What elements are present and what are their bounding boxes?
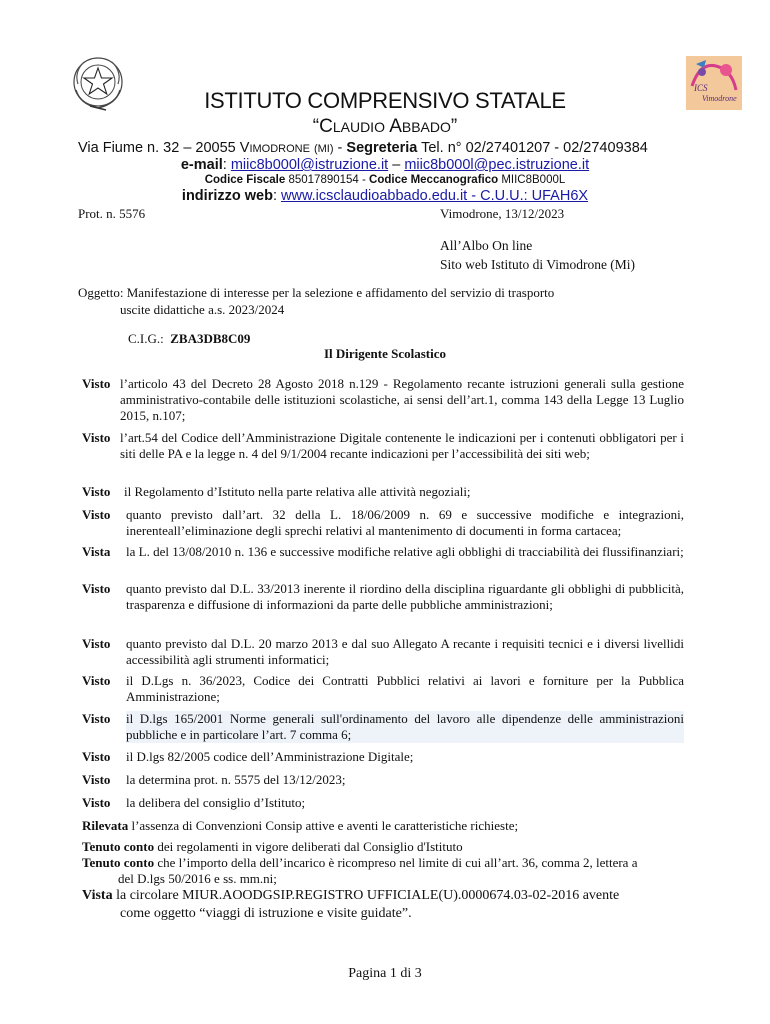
visto-item <box>82 795 684 811</box>
document-date: Vimodrone, 13/12/2023 <box>440 206 565 221</box>
item-keyword: Visto <box>82 749 111 764</box>
visto-item <box>82 636 684 667</box>
logo-text-ics: ICS <box>694 83 708 93</box>
cf-label: Codice Fiscale <box>204 174 286 186</box>
web-colon: : <box>272 188 282 204</box>
cm-value: MIIC8B000L <box>498 174 566 186</box>
tenuto-conto-text: dei regolamenti in vigore deliberati dal Consiglio d'Istituto <box>154 839 463 854</box>
school-subtitle <box>0 116 770 138</box>
vista-text: la circolare <box>112 888 183 903</box>
rilevata-paragraph <box>82 818 697 834</box>
visto-item <box>82 484 684 500</box>
item-keyword: Visto <box>82 711 111 726</box>
tenuto-conto-paragraph-2 <box>82 855 712 887</box>
item-text: quanto previsto dal D.L. 33/2013 inerente il riordino della disciplina riguardante gli obblighi di pubblicità, trasparenza e diffusione di informazioni da parte delle pubbliche amministrazioni; <box>126 581 684 612</box>
item-keyword: Visto <box>82 430 111 445</box>
tenuto-conto-keyword: Tenuto conto <box>82 839 155 854</box>
web-label: indirizzo web <box>181 188 273 204</box>
subtitle-close-quote: ” <box>450 116 458 137</box>
visto-item <box>82 430 684 461</box>
segreteria-label: Segreteria <box>346 140 418 156</box>
item-keyword: Visto <box>82 772 111 787</box>
visto-item <box>82 376 684 423</box>
subtitle-bbado: BBADO <box>401 119 451 135</box>
item-text: l’art.54 del Codice dell’Amministrazione Digitale contenente le indicazioni per i contenuti obbligatori per i siti delle PA e la legge n. 4 del 9/1/2004 recante indicazioni per l’accessibilità dei siti web; <box>120 430 684 461</box>
item-keyword: Visto <box>82 507 111 522</box>
fiscal-code-line <box>0 174 770 186</box>
recipients <box>440 236 635 274</box>
cf-value: 85017890154 - <box>285 174 370 186</box>
vista-keyword: Vista <box>82 888 113 903</box>
vista-continuation: come oggetto “viaggi di istruzione e visite guidate”. <box>120 906 412 921</box>
vista-circolare-paragraph <box>82 887 697 923</box>
page-number: Pagina 1 di 3 <box>348 966 422 981</box>
address-tel: Tel. n° 02/27401207 - 02/27409384 <box>417 140 648 156</box>
tenuto-conto-paragraph-1 <box>82 839 697 855</box>
item-keyword: Visto <box>82 636 111 651</box>
web-line <box>0 188 770 204</box>
email-link-1[interactable]: miic8b000l@istruzione.it <box>230 157 389 173</box>
protocol-number: Prot. n. 5576 <box>78 206 146 221</box>
school-title: ISTITUTO COMPRENSIVO STATALE <box>204 88 566 113</box>
vista-text-2: avente <box>579 888 620 903</box>
subject <box>78 284 554 318</box>
visto-item <box>82 673 684 704</box>
cm-label: Codice Meccanografico <box>369 174 499 186</box>
cig-value: ZBA3DB8C09 <box>170 331 251 346</box>
item-keyword: Visto <box>82 673 111 688</box>
visto-item <box>82 711 684 742</box>
address-prov: (MI) <box>313 143 334 155</box>
subject-line-1: Manifestazione di interesse per la selezione e affidamento del servizio di trasporto <box>123 285 555 300</box>
address-sep: - <box>333 140 347 156</box>
visto-item <box>82 581 684 612</box>
email-label: e-mail <box>180 157 223 173</box>
visto-item <box>82 749 684 765</box>
tenuto-conto-continuation: del D.lgs 50/2016 e ss. mm.ni; <box>118 871 277 886</box>
email-link-pec[interactable]: miic8b000l@pec.istruzione.it <box>404 157 590 173</box>
visto-item <box>82 772 684 788</box>
address-pre: Via Fiume n. 32 – 20055 V <box>78 140 250 156</box>
item-text: quanto previsto dall’art. 32 della L. 18/06/2009 n. 69 e successive modifiche e integrazioni, inerenteall’eliminazione degli sprechi relativi al mantenimento di documenti in forma cartacea; <box>126 507 684 538</box>
subtitle-c: C <box>319 116 333 137</box>
visto-item <box>82 507 684 538</box>
item-text: il D.lgs 165/2001 Norme generali sull'ordinamento del lavoro alle dipendenze delle amministrazioni pubbliche e in particolare l’art. 7 comma 6; <box>126 711 684 742</box>
item-keyword: Visto <box>82 484 111 499</box>
website-link[interactable]: www.icsclaudioabbado.edu.it - C.U.U.: UFAH6X <box>281 188 589 204</box>
item-text: la delibera del consiglio d’Istituto; <box>126 795 306 810</box>
item-keyword: Visto <box>82 376 111 391</box>
email-colon: : <box>222 157 231 173</box>
subtitle-open-quote: “ <box>312 116 320 137</box>
recipient-website: Sito web Istituto di Vimodrone (Mi) <box>440 257 636 272</box>
subject-line-2: uscite didattiche a.s. 2023/2024 <box>120 302 285 317</box>
cig-code <box>128 331 250 347</box>
email-line <box>0 157 770 173</box>
recipient-albo: All’Albo On line <box>440 238 533 253</box>
subtitle-laudio: LAUDIO <box>332 119 385 135</box>
item-text: l’articolo 43 del Decreto 28 Agosto 2018 n.129 - Regolamento recante istruzioni generali sulla gestione amministrativo-contabile delle istituzioni scolastiche, ai sensi dell’art.1, comma 143 della Legge 13 Luglio 2015, n.107; <box>120 376 684 423</box>
subtitle-a: A <box>389 116 402 137</box>
school-address <box>78 140 648 156</box>
dirigente-heading: Il Dirigente Scolastico <box>323 346 447 361</box>
item-keyword: Visto <box>82 795 111 810</box>
email-sep: – <box>388 157 405 173</box>
rilevata-keyword: Rilevata <box>82 818 129 833</box>
item-text: la L. del 13/08/2010 n. 136 e successive modifiche relative agli obblighi di tracciabilità dei flussifinanziari; <box>126 544 684 559</box>
item-text: il D.lgs 82/2005 codice dell’Amministrazione Digitale; <box>126 749 414 764</box>
tenuto-conto-text: che l’importo della dell’incarico è ricompreso nel limite di cui all’art. 36, comma 2, lettera a <box>154 855 638 870</box>
item-text: il Regolamento d’Istituto nella parte relativa alle attività negoziali; <box>124 484 471 499</box>
item-text: quanto previsto dal D.L. 20 marzo 2013 e dal suo Allegato A recante i requisiti tecnici e i diversi livellidi accessibilità agli strumenti informatici; <box>126 636 684 667</box>
item-text: la determina prot. n. 5575 del 13/12/2023; <box>126 772 346 787</box>
rilevata-text: l’assenza di Convenzioni Consip attive e aventi le caratteristiche richieste; <box>128 818 519 833</box>
vista-item <box>82 544 684 560</box>
item-keyword: Vista <box>82 544 111 559</box>
cig-label: C.I.G.: <box>128 331 164 346</box>
tenuto-conto-keyword: Tenuto conto <box>82 855 155 870</box>
item-text: il D.Lgs n. 36/2023, Codice dei Contratti Pubblici relativi ai lavori e forniture per la Pubblica Amministrazione; <box>126 673 684 704</box>
circolare-reference: MIUR.AOODGSIP.REGISTRO UFFICIALE(U).0000674.03-02-2016 <box>182 888 580 903</box>
logo-text-vimodrone: Vimodrone <box>702 94 737 103</box>
item-keyword: Visto <box>82 581 111 596</box>
subject-label: Oggetto: <box>78 285 124 300</box>
address-town: IMODRONE <box>249 143 310 155</box>
